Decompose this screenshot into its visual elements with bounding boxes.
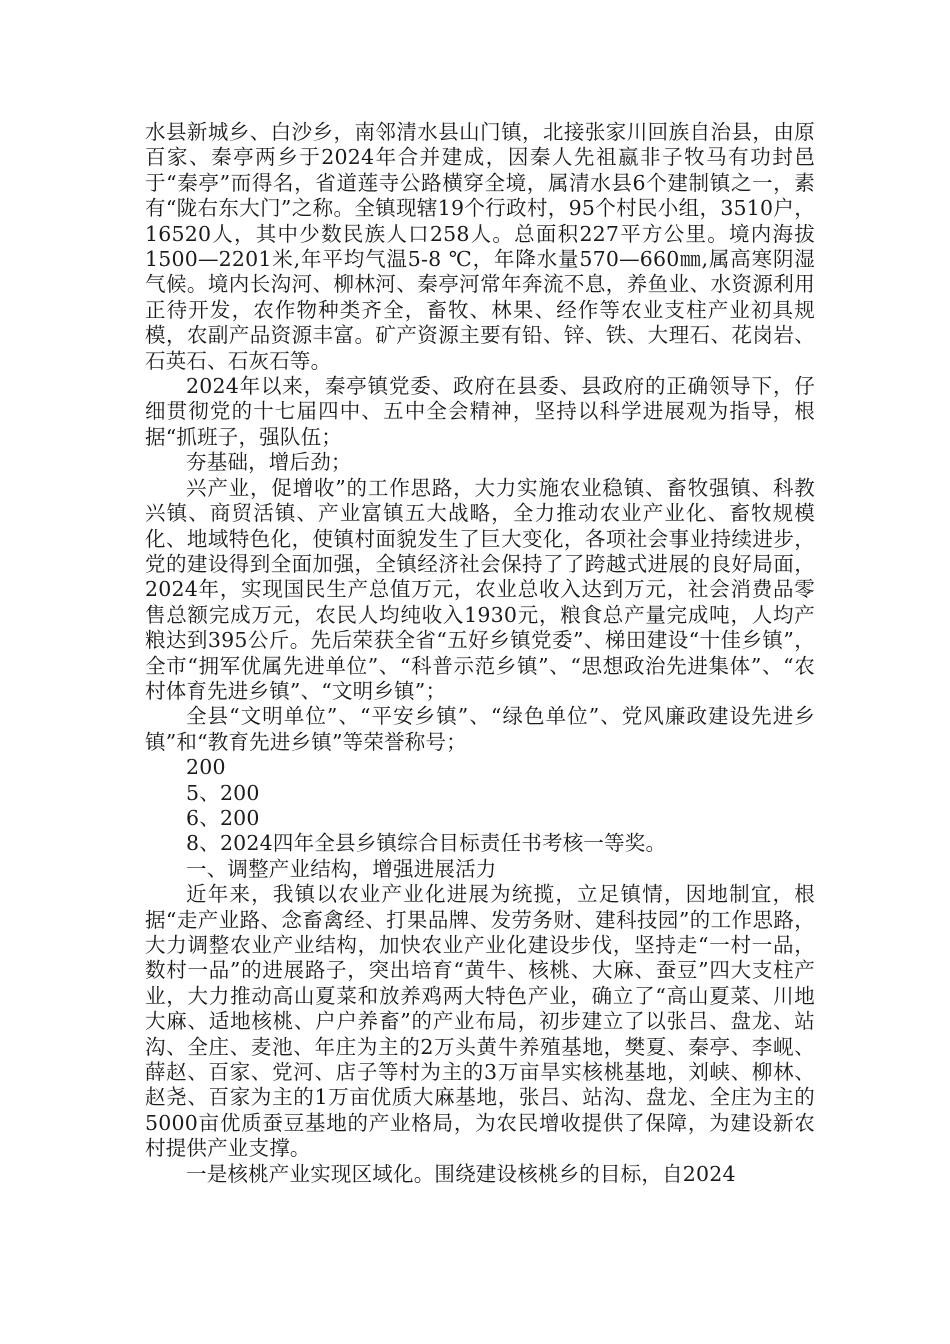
paragraph-honor-item: 5、200 bbox=[186, 780, 260, 805]
document-body bbox=[145, 120, 815, 1187]
paragraph-since-2024: 2024年以来，秦亭镇党委、政府在县委、县政府的正确领导下，仔细贯彻党的十七届四中、五中全会精神，坚持以科学进展观为指导，根据“抓班子，强队伍； bbox=[145, 374, 815, 449]
paragraph-foundation: 夯基础，增后劲； bbox=[186, 450, 352, 475]
paragraph-county-honors: 全县“文明单位”、“平安乡镇”、“绿色单位”、党风廉政建设先进乡镇”和“教育先进乡镇”等荣誉称号； bbox=[145, 704, 815, 754]
paragraph-honor-item: 6、200 bbox=[186, 805, 260, 830]
paragraph-industry-achievements: 兴产业，促增收”的工作思路，大力实施农业稳镇、畜牧强镇、科教兴镇、商贸活镇、产业富镇五大战略，全力推动农业产业化、畜牧规模化、地域特色化，使镇村面貌发生了巨大变化，各项社会事业持续进步，党的建设得到全面加强，全镇经济社会保持了了跨越式进展的良好局面，2024年，实现国民生产总值万元，农业总收入达到万元，社会消费品零售总额完成万元，农民人均纯收入1930元，粮食总产量完成吨，人均产粮达到395公斤。先后荣获全省“五好乡镇党委”、梯田建设“十佳乡镇”，全市“拥军优属先进单位”、“科普示范乡镇”、“思想政治先进集体”、“农村体育先进乡镇”、“文明乡镇”； bbox=[145, 475, 815, 703]
paragraph-honor-item: 200 bbox=[186, 755, 226, 780]
section-heading: 一、调整产业结构，增强进展活力 bbox=[186, 856, 497, 881]
paragraph-walnut-industry: 一是核桃产业实现区域化。围绕建设核桃乡的目标，自2024 bbox=[186, 1161, 736, 1186]
paragraph-location-overview: 水县新城乡、白沙乡，南邻清水县山门镇，北接张家川回族自治县，由原百家、秦亭两乡于2024年合并建成，因秦人先祖嬴非子牧马有功封邑于“秦亭”而得名，省道莲寺公路横穿全境，属清水县6个建制镇之一，素有“陇右东大门”之称。全镇现辖19个行政村，95个村民小组，3510户，16520人，其中少数民族人口258人。总面积227平方公里。境内海拔1500—2201米,年平均气温5-8 ℃，年降水量570—660㎜,属高寒阴湿气候。境内长沟河、柳林河、秦亭河常年奔流不息，养鱼业、水资源利用正待开发，农作物种类齐全，畜牧、林果、经作等农业支柱产业初具规模，农副产品资源丰富。矿产资源主要有铅、锌、铁、大理石、花岗岩、石英石、石灰石等。 bbox=[145, 120, 815, 373]
paragraph-industry-structure: 近年来，我镇以农业产业化进展为统揽，立足镇情，因地制宜，根据“走产业路、念畜禽经、打果品牌、发劳务财、建科技园”的工作思路，大力调整农业产业结构，加快农业产业化建设步伐，坚持走“一村一品，数村一品”的进展路子，突出培育“黄牛、核桃、大麻、蚕豆”四大支柱产业，大力推动高山夏菜和放养鸡两大特色产业，确立了“高山夏菜、川地大麻、适地核桃、户户养畜”的产业布局，初步建立了以张吕、盘龙、站沟、全庄、麦池、年庄为主的2万头黄牛养殖基地，樊夏、秦亭、李岘、薛赵、百家、党河、店子等村为主的3万亩旱实核桃基地，刘峡、柳林、赵尧、百家为主的1万亩优质大麻基地，张吕、站沟、盘龙、全庄为主的5000亩优质蚕豆基地的产业格局，为农民增收提供了保障，为建设新农村提供产业支撑。 bbox=[145, 882, 815, 1161]
paragraph-honor-item: 8、2024四年全县乡镇综合目标责任书考核一等奖。 bbox=[186, 831, 667, 856]
